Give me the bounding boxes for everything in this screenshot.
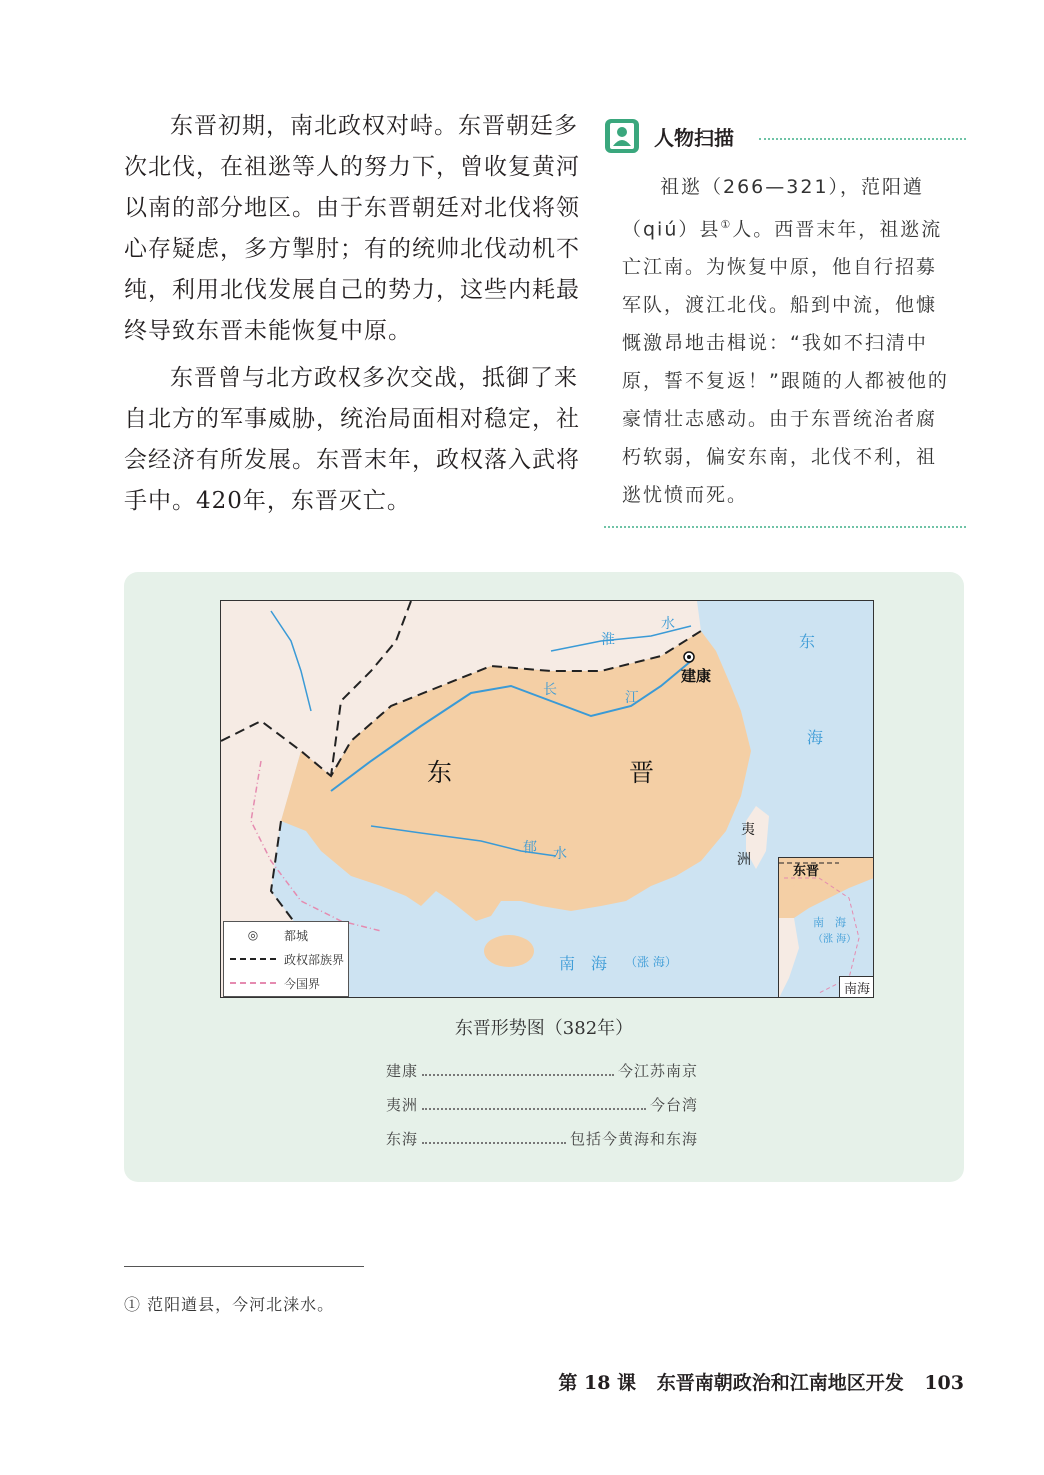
person-icon — [604, 118, 640, 154]
sidebar-divider — [759, 138, 966, 140]
paragraph-1: 东晋初期，南北政权对峙。东晋朝廷多次北伐，在祖逖等人的努力下，曾收复黄河以南的部分地区。由于东晋朝廷对北伐将领心存疑虑，多方掣肘；有的统帅北伐动机不纯，利用北伐发展自己的势力，这些内耗最终导致东晋未能恢复中原。 — [124, 113, 580, 344]
paragraph-2: 东晋曾与北方政权多次交战，抵御了来自北方的军事威胁，统治局面相对稳定，社会经济有所发展。东晋末年，政权落入武将手中。420年，东晋灭亡。 — [124, 365, 580, 514]
glossary-meaning: 今江苏南京 — [617, 1062, 698, 1080]
glossary — [386, 1060, 698, 1162]
east-sea-label-2: 海 — [807, 728, 824, 747]
yu-river-label-1: 郁 — [523, 840, 537, 856]
legend-capital: ◎ 都城 — [230, 925, 308, 945]
glossary-term: 夷洲 — [386, 1096, 419, 1114]
dashed-line-icon — [230, 958, 276, 960]
main-text — [124, 106, 580, 528]
page-number: 103 — [924, 1372, 964, 1394]
map-caption: 东晋形势图（382年） — [454, 1018, 634, 1039]
leader-dots — [422, 1096, 646, 1110]
glossary-row — [386, 1060, 698, 1094]
sidebar-bottom-divider — [604, 526, 966, 528]
leader-dots — [422, 1062, 614, 1076]
taiwan-label-2: 洲 — [737, 852, 751, 868]
leader-dots — [422, 1130, 566, 1144]
map-panel — [124, 572, 964, 1182]
inset-country-label: 东晋 — [793, 864, 820, 879]
capital-symbol-icon: ◎ — [247, 928, 259, 942]
legend-modern-border: 今国界 — [230, 973, 320, 993]
footnote: ① 范阳遒县，今河北涞水。 — [124, 1295, 335, 1314]
sidebar-text-2: 人。西晋末年，祖逖流亡江南。为恢复中原，他自行招募军队，渡江北伐。船到中流，他慷慨激昂地击楫说：“我如不扫清中原，誓不复返！”跟随的人都被他的豪情壮志感动。由于东晋统治者腐朽软弱，偏安东南，北伐不利，祖逖忧愤而死。 — [622, 218, 949, 507]
hainan-island — [484, 935, 534, 967]
sidebar-text-1: 祖逖（266—321），范阳遒（qiú）县 — [622, 176, 925, 241]
south-sea-label: 南 海 — [559, 954, 608, 973]
footnote-ref: ① — [720, 218, 733, 231]
eastern-jin-map — [220, 600, 874, 998]
inset-tag: 南海 — [839, 976, 874, 998]
glossary-row — [386, 1094, 698, 1128]
glossary-meaning: 今台湾 — [649, 1096, 698, 1114]
glossary-meaning: 包括今黄海和东海 — [569, 1130, 698, 1148]
lesson-number: 第 18 课 — [558, 1372, 637, 1394]
glossary-row — [386, 1128, 698, 1162]
country-label-2: 晋 — [629, 758, 655, 787]
huai-river-label-1: 淮 — [601, 632, 615, 648]
capital-label: 建康 — [681, 667, 712, 685]
inset-sea-label: 南 海 — [813, 916, 846, 929]
inset-sea-alt-label: （涨 海） — [813, 934, 857, 945]
glossary-term: 建康 — [386, 1062, 419, 1080]
sidebar-title: 人物扫描 — [654, 126, 734, 150]
south-sea-alt-label: （涨 海） — [625, 955, 677, 969]
map-legend — [223, 921, 349, 997]
lesson-title: 东晋南朝政治和江南地区开发 — [656, 1372, 904, 1394]
east-sea-label-1: 东 — [799, 632, 816, 651]
huai-river-label-2: 水 — [661, 616, 675, 632]
figure-scan-sidebar — [604, 116, 966, 528]
legend-boundary: 政权部族界 — [230, 949, 344, 969]
footnote-divider — [124, 1266, 364, 1267]
page-footer — [544, 1368, 964, 1395]
country-label-1: 东 — [427, 758, 453, 787]
yangtze-label-2: 江 — [625, 690, 639, 706]
taiwan-label-1: 夷 — [741, 822, 755, 838]
sidebar-header — [604, 116, 966, 162]
sidebar-body — [604, 168, 952, 514]
yu-river-label-2: 水 — [553, 846, 567, 862]
yangtze-label-1: 长 — [543, 682, 557, 698]
south-sea-inset — [778, 857, 874, 998]
dash-dot-line-icon — [230, 982, 276, 984]
glossary-term: 东海 — [386, 1130, 419, 1148]
